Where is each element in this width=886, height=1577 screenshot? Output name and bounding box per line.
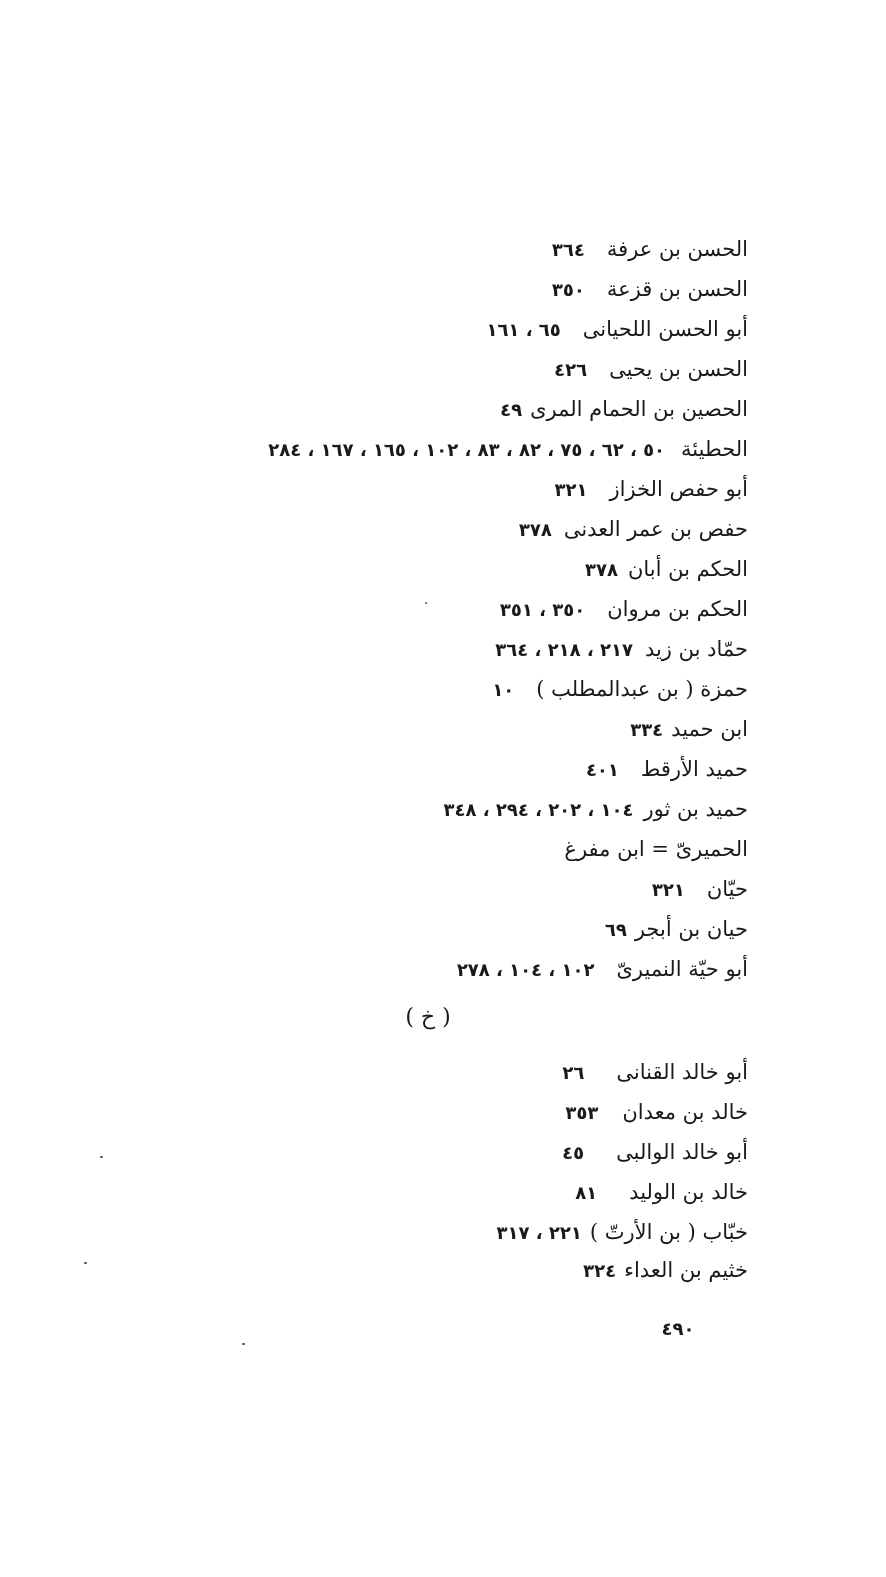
entry-name: الحسن بن يحيى (609, 357, 748, 381)
entry-page-refs: ٤٢٦ (554, 360, 588, 381)
entry-page-refs: ٤٠١ (585, 760, 619, 781)
entry-page-refs: ٣٧٨ (584, 560, 618, 581)
entry-page-refs: ٣٧٨ (518, 520, 552, 541)
entry-name: خالد بن الوليد (629, 1180, 748, 1204)
entry-page-refs: ١٠ (492, 680, 515, 701)
index-entry (605, 914, 748, 944)
entry-page-refs: ٦٩ (604, 920, 627, 941)
entry-page-refs: ٢١٧ ، ٢١٨ ، ٣٦٤ (495, 640, 633, 661)
index-entry (500, 594, 748, 624)
entry-page-refs: ٣٢١ (554, 480, 588, 501)
entry-name: حمزة ( بن عبدالمطلب ) (536, 677, 748, 701)
section-heading-kha: ( خ ) (405, 1005, 451, 1030)
entry-page-refs: ٢٢١ ، ٣١٧ (496, 1223, 582, 1244)
page-number: ٤٩٠ (661, 1319, 695, 1340)
entry-name: حمّاد بن زيد (644, 637, 748, 661)
index-entry (497, 1217, 748, 1247)
index-entry (519, 514, 748, 544)
entry-name: الحكم بن أبان (627, 557, 748, 581)
entry-page-refs: ٣٦٤ (551, 240, 585, 261)
entry-name: أبو خالد القنانى (616, 1060, 748, 1084)
entry-name: أبو خالد الوالبى (616, 1140, 748, 1164)
entry-page-refs: ٢٦ (562, 1063, 585, 1084)
entry-name: الحكم بن مروان (607, 597, 748, 621)
entry-name: ابن حميد (671, 717, 748, 741)
entry-page-refs: ٨١ (575, 1183, 598, 1204)
entry-name: أبو حيّة النميرىّ (616, 957, 748, 981)
scan-speck (100, 1156, 103, 1158)
entry-name: حيان بن أبجر (634, 917, 748, 941)
index-entry (495, 634, 748, 664)
entry-name: خثيم بن العداء (624, 1258, 748, 1282)
index-entry (562, 1057, 748, 1087)
entry-name: حيّان (706, 877, 748, 901)
index-entry (268, 434, 748, 464)
entry-name: أبو الحسن اللحيانى (582, 317, 748, 341)
entry-page-refs: ٣٣٤ (630, 720, 664, 741)
entry-name: الحميرىّ = ابن مفرغ (564, 837, 748, 861)
entry-page-refs: ١٠٢ ، ١٠٤ ، ٢٧٨ (456, 960, 595, 981)
scan-speck (242, 1343, 245, 1345)
index-entry (554, 354, 748, 384)
scan-speck (425, 602, 427, 604)
entry-name: حميد بن ثور (643, 797, 748, 821)
entry-name: الحسن بن قزعة (606, 277, 748, 301)
index-entry (562, 1137, 748, 1167)
index-entry (444, 794, 749, 824)
entry-name: حفص بن عمر العدنى (563, 517, 748, 541)
index-entry (552, 274, 748, 304)
entry-name: أبو حفص الخزاز (609, 477, 748, 501)
index-entry (652, 874, 748, 904)
index-entry (583, 1255, 748, 1285)
index-entry (586, 754, 748, 784)
entry-page-refs: ٤٩ (500, 400, 523, 421)
entry-page-refs: ١٠٤ ، ٢٠٢ ، ٢٩٤ ، ٣٤٨ (443, 800, 634, 821)
entry-page-refs: ٤٥ (562, 1143, 585, 1164)
entry-page-refs: ٣٢٤ (583, 1261, 617, 1282)
index-entry (585, 554, 748, 584)
index-entry (630, 714, 748, 744)
index-entry (542, 834, 748, 864)
entry-name: حميد الأرقط (640, 757, 748, 781)
entry-name: خبّاب ( بن الأرتّ ) (589, 1220, 748, 1244)
index-entry (457, 954, 748, 984)
index-entry (575, 1177, 748, 1207)
entry-name: الحسن بن عرفة (606, 237, 748, 261)
entry-page-refs: ٦٥ ، ١٦١ (486, 320, 561, 341)
index-entry (500, 394, 748, 424)
index-entry (492, 674, 748, 704)
entry-page-refs: ٣٢١ (651, 880, 685, 901)
entry-name: الحطيئة (681, 437, 748, 461)
index-entry (565, 1097, 748, 1127)
entry-page-refs: ٣٥٠ ، ٣٥١ (499, 600, 586, 621)
index-entry (554, 474, 748, 504)
entry-name: الحصين بن الحمام المرى (530, 397, 748, 421)
entry-page-refs: ٥٠ ، ٦٢ ، ٧٥ ، ٨٢ ، ٨٣ ، ١٠٢ ، ١٦٥ ، ١٦٧ ، ٢٨٤ (268, 440, 666, 461)
entry-page-refs: ٣٥٠ (551, 280, 585, 301)
scan-speck (84, 1262, 87, 1264)
index-entry (486, 314, 748, 344)
entry-name: خالد بن معدان (622, 1100, 748, 1124)
entry-page-refs: ٣٥٣ (565, 1103, 599, 1124)
index-entry (552, 234, 748, 264)
